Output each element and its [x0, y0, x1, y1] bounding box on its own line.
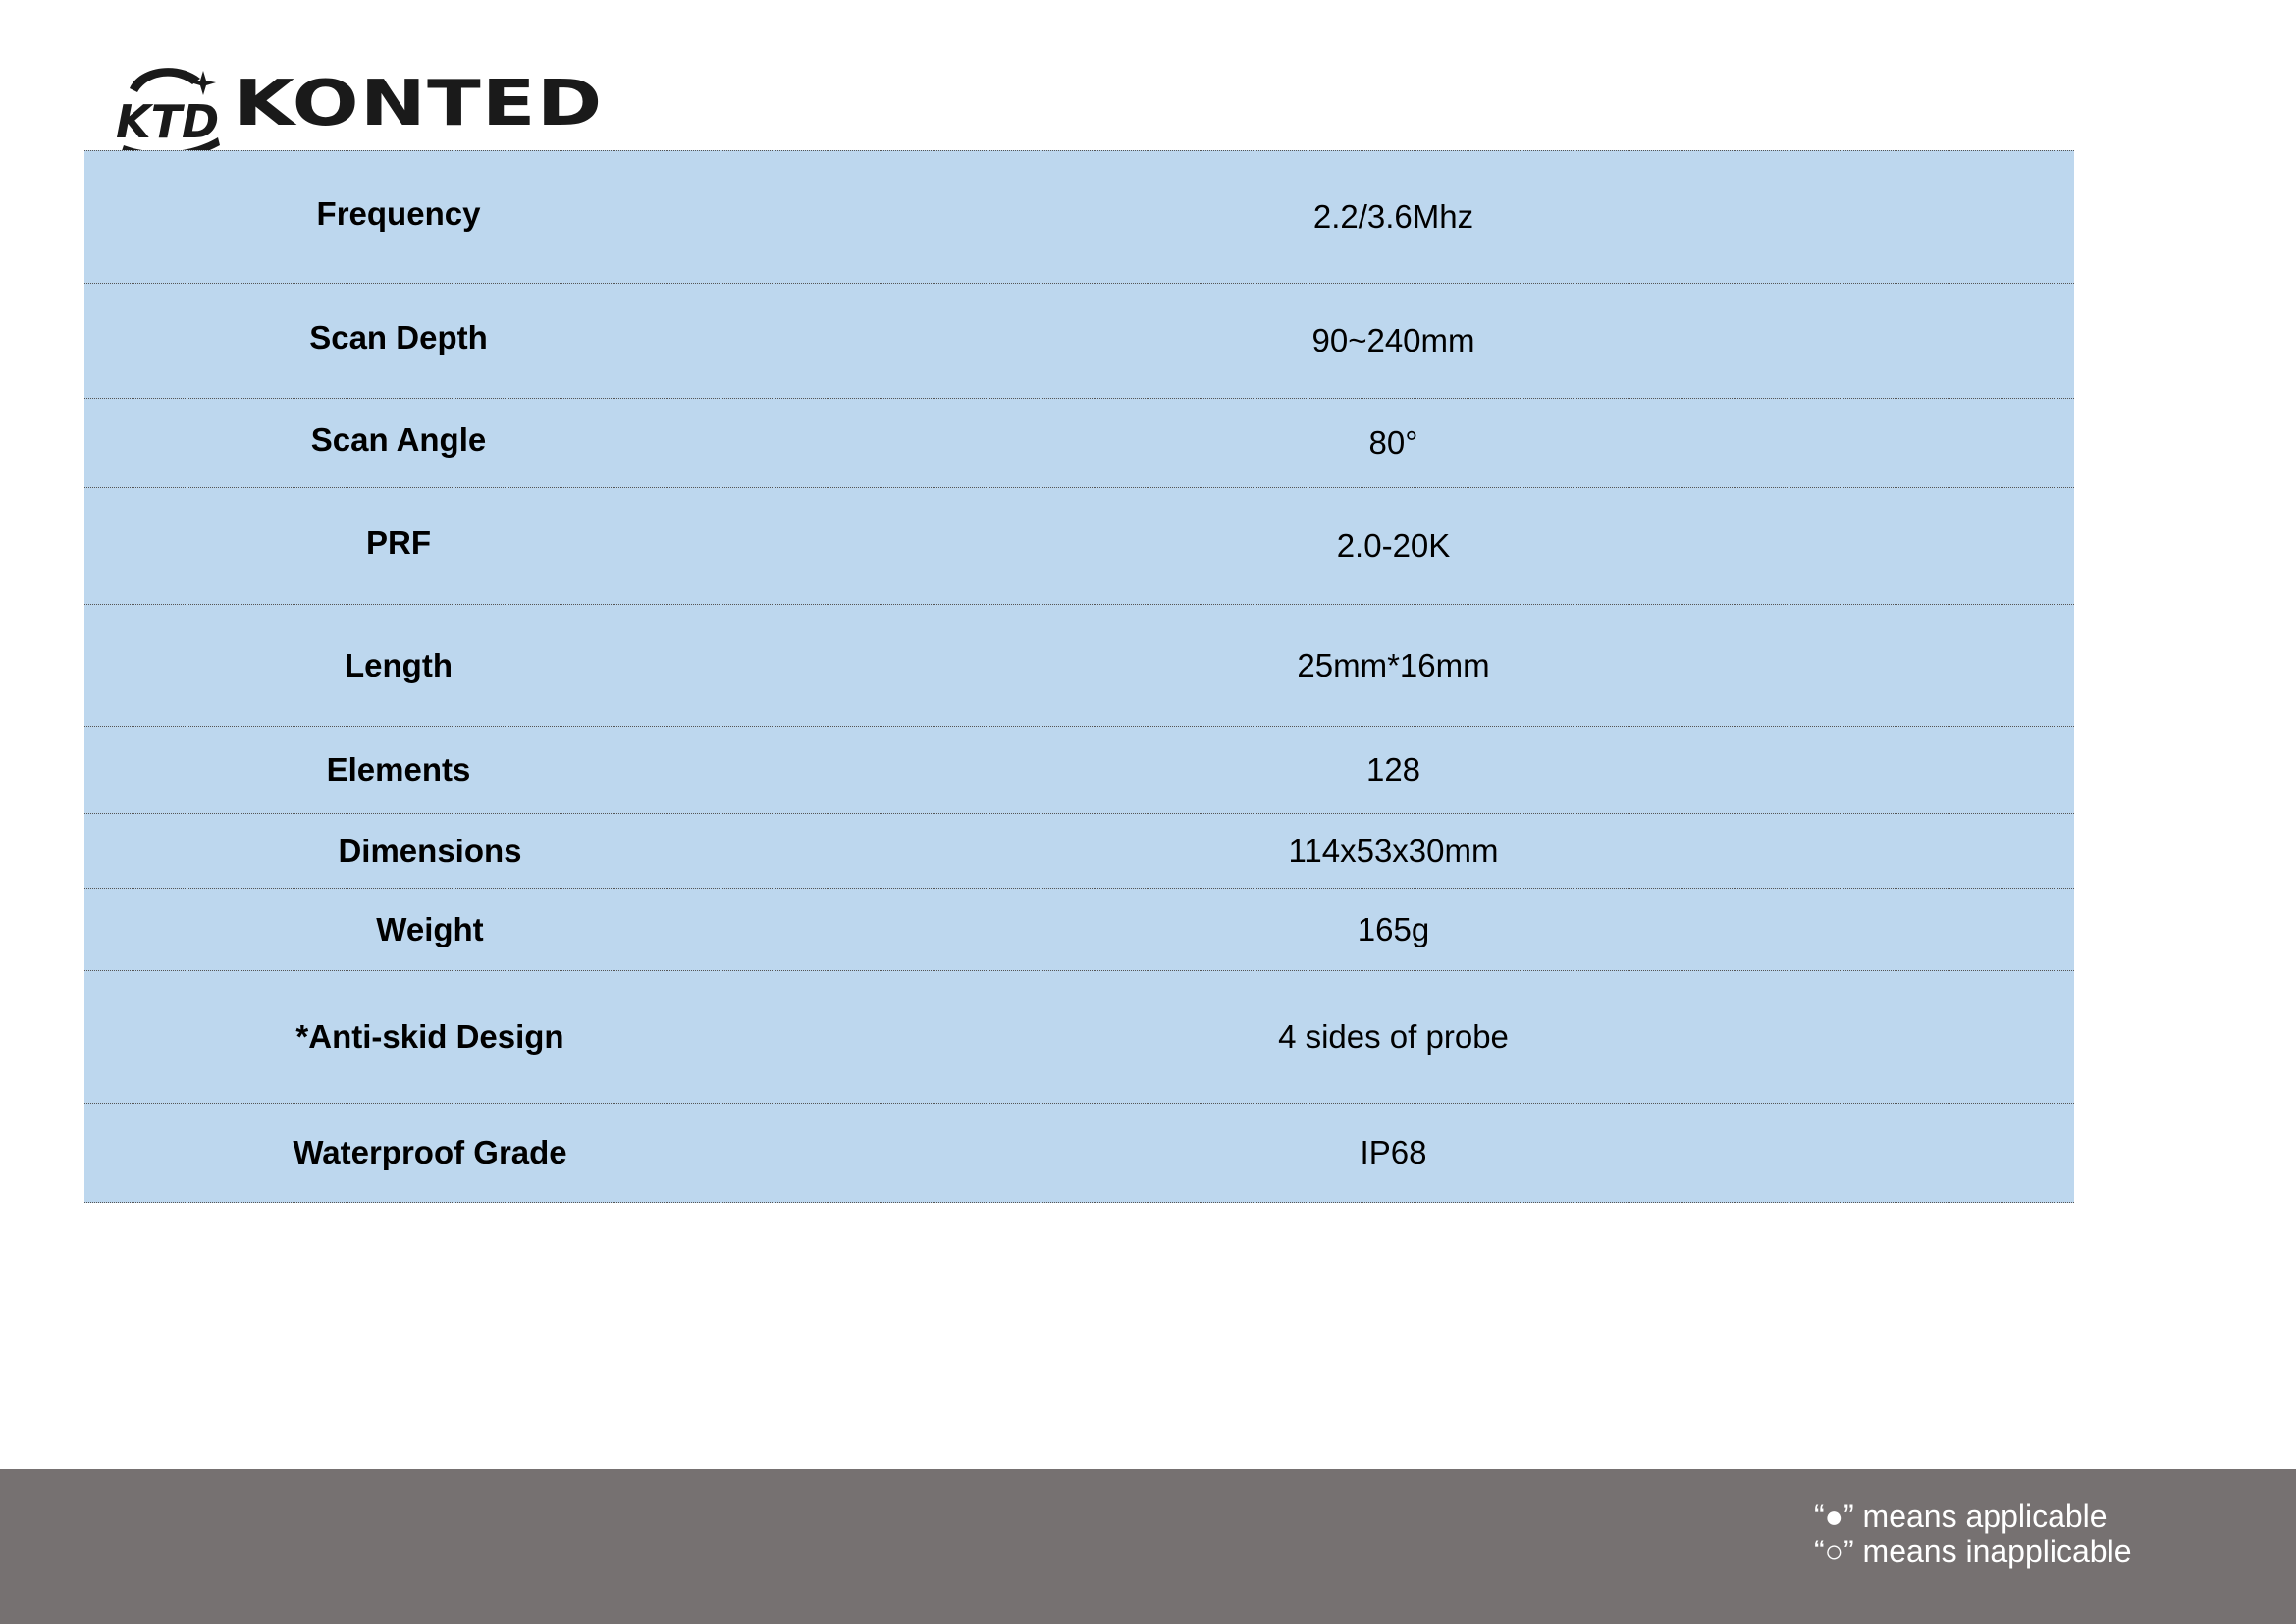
spec-label: Waterproof Grade: [293, 1134, 567, 1170]
brand-logo: [110, 61, 604, 159]
spec-label: Scan Angle: [310, 421, 487, 458]
spec-value: 90~240mm: [1311, 322, 1475, 358]
spec-label: *Anti-skid Design: [295, 1018, 564, 1055]
spec-label: Scan Depth: [309, 319, 488, 355]
spec-row: [84, 1104, 2074, 1203]
legend-inapplicable: “○” means inapplicable: [1814, 1534, 2132, 1569]
spec-row: [84, 151, 2074, 284]
spec-value: 80°: [1368, 424, 1418, 460]
spec-label: Elements: [326, 751, 471, 787]
spec-row: [84, 284, 2074, 399]
spec-label: Length: [345, 646, 453, 683]
spec-row: [84, 727, 2074, 814]
spec-value: 4 sides of probe: [1278, 1018, 1509, 1055]
spec-value: 2.2/3.6Mhz: [1312, 198, 1474, 235]
spec-row: [84, 814, 2074, 889]
spec-value: IP68: [1360, 1134, 1427, 1170]
spec-row: [84, 605, 2074, 727]
spec-value: 25mm*16mm: [1297, 646, 1490, 683]
spec-value: 114x53x30mm: [1288, 832, 1499, 869]
brand-wordmark: KONTED: [234, 68, 604, 140]
spec-label: PRF: [366, 524, 431, 561]
spec-value: 128: [1365, 751, 1421, 787]
spec-value: 2.0-20K: [1336, 527, 1451, 564]
spec-label: Weight: [376, 910, 484, 947]
legend-applicable: “●” means applicable: [1814, 1498, 2108, 1534]
svg-text:KTD: KTD: [116, 95, 220, 148]
ktd-logo-mark-icon: [110, 61, 228, 159]
spec-value: 165g: [1357, 910, 1430, 947]
footer-bar: [0, 1469, 2296, 1624]
spec-row: [84, 889, 2074, 971]
spec-label: Frequency: [316, 195, 481, 232]
spec-label: Dimensions: [338, 832, 522, 869]
spec-row: [84, 488, 2074, 605]
spec-row: [84, 971, 2074, 1104]
spec-table: [84, 150, 2074, 1203]
spec-row: [84, 399, 2074, 488]
legend: [1814, 1498, 2131, 1569]
